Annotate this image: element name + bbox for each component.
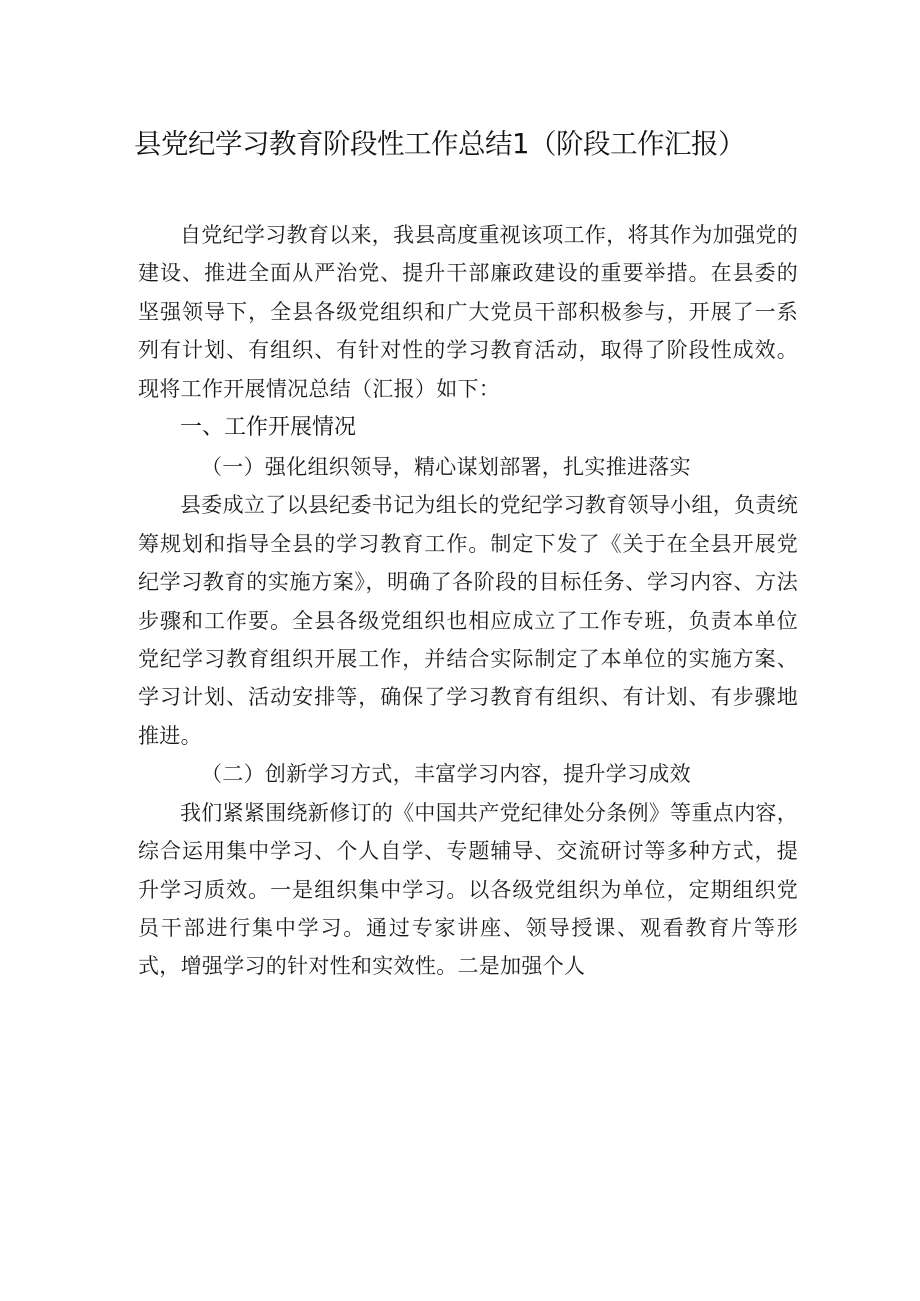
subsection-1-paragraph: 县委成立了以县纪委书记为组长的党纪学习教育领导小组，负责统筹规划和指导全县的学习教育工作。制定下发了《关于在全县开展党纪学习教育的实施方案》，明确了各阶段的目标任务、学习内容、方法步骤和工作要。全县各级党组织也相应成立了工作专班，负责本单位党纪学习教育组织开展工作，并结合实际制定了本单位的实施方案、学习计划、活动安排等，确保了学习教育有组织、有计划、有步骤地推进。	[138, 493, 798, 748]
section-1-heading: 一、工作开展情况	[180, 415, 357, 441]
subsection-1-heading: （一）强化组织领导，精心谋划部署，扎实推进落实	[201, 455, 691, 480]
document-title: 县党纪学习教育阶段性工作总结1（阶段工作汇报）	[134, 128, 745, 160]
subsection-2-paragraph: 我们紧紧围绕新修订的《中国共产党纪律处分条例》等重点内容，综合运用集中学习、个人自学、专题辅导、交流研讨等多种方式，提升学习质效。一是组织集中学习。以各级党组织为单位，定期组织党员干部进行集中学习。通过专家讲座、领导授课、观看教育片等形式，增强学习的针对性和实效性。二是加强个人	[138, 800, 798, 979]
document-body	[138, 216, 798, 986]
intro-paragraph: 自党纪学习教育以来，我县高度重视该项工作，将其作为加强党的建设、推进全面从严治党、提升干部廉政建设的重要举措。在县委的坚强领导下，全县各级党组织和广大党员干部积极参与，开展了一系列有计划、有组织、有针对性的学习教育活动，取得了阶段性成效。现将工作开展情况总结（汇报）如下：	[138, 223, 798, 401]
subsection-2-heading: （二）创新学习方式，丰富学习内容，提升学习成效	[201, 762, 691, 787]
